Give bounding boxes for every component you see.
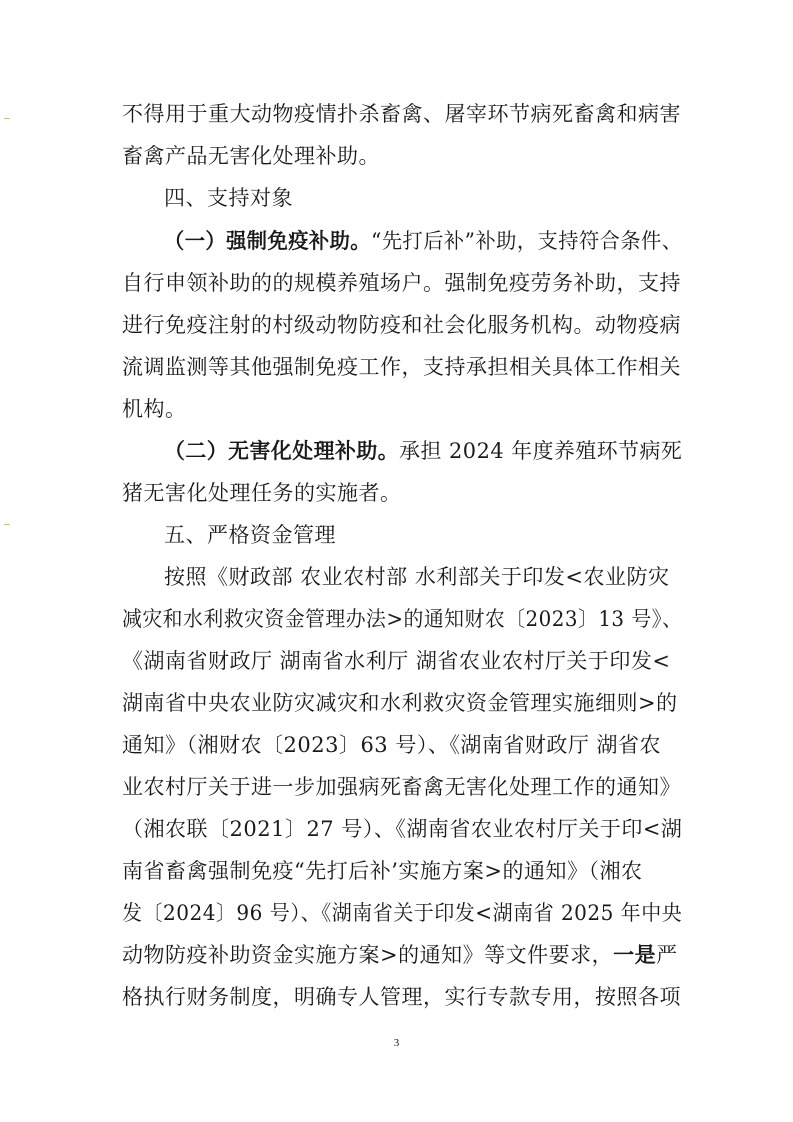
- body-line: 格执行财务制度，明确专人管理，实行专款专用，按照各项: [122, 985, 681, 1009]
- body-line: 动物防疫补助资金实施方案>的通知》等文件要求，一是严: [122, 942, 678, 967]
- subsection-title-2: （二）无害化处理补助。: [164, 438, 400, 463]
- scan-margin-mark: [4, 524, 10, 525]
- body-line: 自行申领补助的的规模养殖场户。强制免疫劳务补助，支持: [122, 271, 681, 295]
- subsection-line: （二）无害化处理补助。承担 2024 年度养殖环节病死: [164, 438, 683, 463]
- body-line: 通知》（湘财农〔2023〕63 号）、《湖南省财政厅 湖省农: [122, 733, 662, 757]
- scan-margin-mark: [4, 118, 10, 119]
- body-line: 不得用于重大动物疫情扑杀畜禽、屠宰环节病死畜禽和病害: [122, 102, 681, 126]
- body-line: 《湖南省财政厅 湖南省水利厅 湖省农业农村厅关于印发<: [122, 649, 671, 673]
- body-line: 湖南省中央农业防灾减灾和水利救灾资金管理实施细则>的: [122, 691, 678, 715]
- body-line: 业农村厅关于进一步加强病死畜禽无害化处理工作的通知》: [122, 775, 681, 799]
- body-line: 流调监测等其他强制免疫工作，支持承担相关具体工作相关: [122, 355, 681, 379]
- emphasis-first: 一是: [613, 942, 657, 967]
- body-line: 畜禽产品无害化处理补助。: [122, 144, 380, 168]
- body-line: 猪无害化处理任务的实施者。: [122, 481, 402, 505]
- page-number: 3: [393, 1037, 400, 1049]
- section-heading-5: 五、严格资金管理: [164, 523, 336, 547]
- subsection-line: （一）强制免疫补助。“先打后补”补助，支持符合条件、: [164, 228, 683, 253]
- subsection-title-1: （一）强制免疫补助。: [164, 228, 372, 253]
- body-line: 减灾和水利救灾资金管理办法>的通知财农〔2023〕13 号》、: [122, 607, 683, 631]
- body-line: 进行免疫注射的村级动物防疫和社会化服务机构。动物疫病: [122, 313, 681, 337]
- body-line: 发〔2024〕96 号）、《湖南省关于印发<湖南省 2025 年中央: [122, 901, 683, 925]
- body-line: 南省畜禽强制免疫“先打后补’实施方案>的通知》（湘农: [122, 859, 643, 883]
- body-line: 按照《财政部 农业农村部 水利部关于印发<农业防灾: [164, 565, 670, 589]
- body-line: 机构。: [122, 397, 187, 421]
- body-line: （湘农联〔2021〕27 号）、《湖南省农业农村厅关于印<湖: [122, 817, 683, 841]
- section-heading-4: 四、支持对象: [164, 186, 293, 210]
